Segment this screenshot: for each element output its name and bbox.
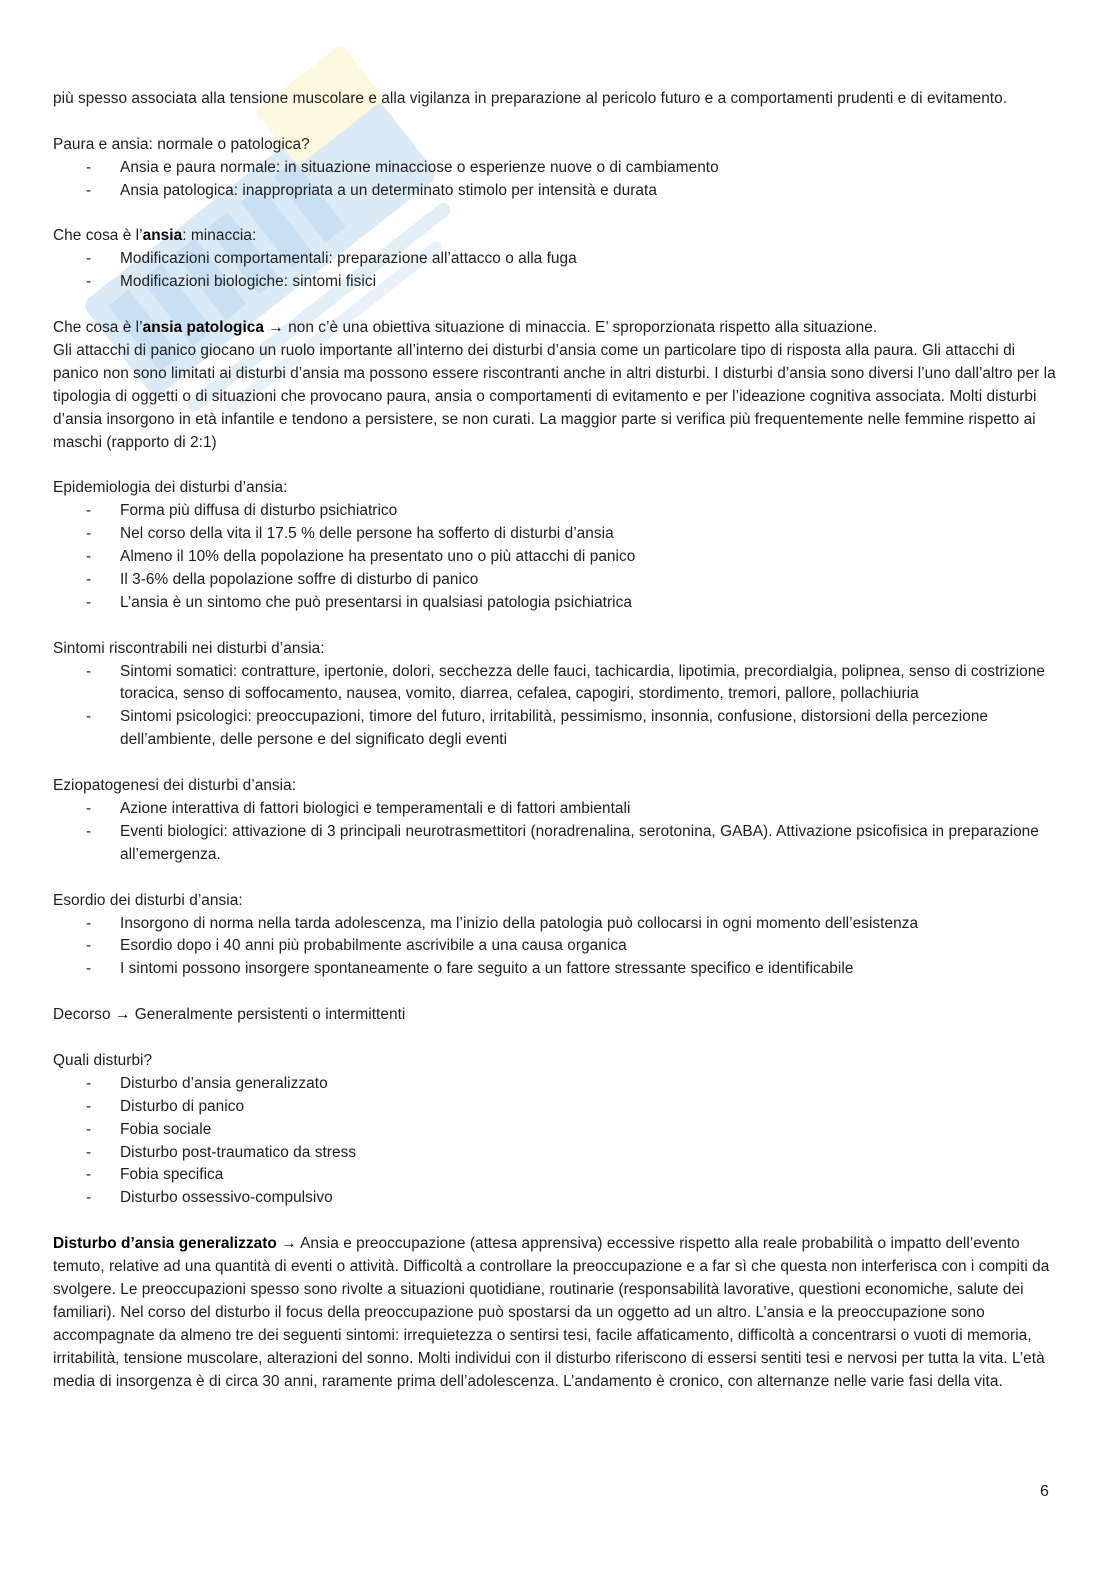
onset-heading: Esordio dei disturbi d’ansia: xyxy=(53,891,243,909)
pathological-anxiety-keyword: ansia patologica xyxy=(142,319,265,337)
list-item: - Disturbo di panico xyxy=(120,1096,1056,1119)
anxiety-definition-list xyxy=(53,248,1056,294)
heading-suffix: : minaccia: xyxy=(182,227,257,245)
list-item: - Nel corso della vita il 17.5 % delle persone ha sofferto di disturbi d’ansia xyxy=(120,523,1056,546)
anxiety-keyword: ansia xyxy=(142,227,183,245)
heading-prefix: Che cosa è l’ xyxy=(53,227,143,245)
symptoms-list xyxy=(53,661,1056,753)
list-item: - Azione interattiva di fattori biologici e temperamentali e di fattori ambientali xyxy=(120,798,1056,821)
right-arrow-icon: → xyxy=(281,1235,297,1253)
list-item: - Disturbo d’ansia generalizzato xyxy=(120,1073,1056,1096)
list-item: - Il 3-6% della popolazione soffre di disturbo di panico xyxy=(120,569,1056,592)
page-number: 6 xyxy=(1040,1483,1049,1500)
disorders-heading: Quali disturbi? xyxy=(53,1051,153,1069)
anxiety-definition-heading xyxy=(53,225,1056,248)
right-arrow-icon: → xyxy=(268,319,284,337)
epidemiology-heading: Epidemiologia dei disturbi d’ansia: xyxy=(53,479,288,497)
document-body xyxy=(53,88,1056,1394)
course-line xyxy=(53,1004,1056,1027)
list-item: - Disturbo ossessivo-compulsivo xyxy=(120,1187,1056,1210)
list-item: - L’ansia è un sintomo che può presentarsi in qualsiasi patologia psichiatrica xyxy=(120,592,1056,615)
list-item: - Disturbo post-traumatico da stress xyxy=(120,1142,1056,1165)
etiopathogenesis-list xyxy=(53,798,1056,867)
list-item: - I sintomi possono insorgere spontaneamente o fare seguito a un fattore stressante specifico e identificabile xyxy=(120,958,1056,981)
list-item: - Almeno il 10% della popolazione ha presentato uno o più attacchi di panico xyxy=(120,546,1056,569)
symptoms-heading: Sintomi riscontrabili nei disturbi d’ansia: xyxy=(53,639,325,657)
course-label: Decorso xyxy=(53,1006,115,1024)
list-item: - Forma più diffusa di disturbo psichiatrico xyxy=(120,500,1056,523)
disorders-list xyxy=(53,1073,1056,1210)
normal-vs-pathological-heading: Paura e ansia: normale o patologica? xyxy=(53,135,310,153)
list-item: - Ansia e paura normale: in situazione minacciose o esperienze nuove o di cambiamento xyxy=(120,157,1056,180)
list-item: - Sintomi somatici: contratture, ipertonie, dolori, secchezza delle fauci, tachicardia, lipotimia, precordialgia, polipnea, senso di costrizione toracica, senso di soffocamento, nausea, vomito, diarrea, cefalea, capogiri, stordimento, tremori, pallore, pollachiuria xyxy=(120,661,1056,707)
list-item: - Eventi biologici: attivazione di 3 principali neurotrasmettitori (noradrenalina, serotonina, GABA). Attivazione psicofisica in preparazione all’emergenza. xyxy=(120,821,1056,867)
panic-attacks-paragraph: Gli attacchi di panico giocano un ruolo importante all’interno dei disturbi d’ansia come un particolare tipo di risposta alla paura. Gli attacchi di panico non sono limitati ai disturbi d’ansia ma possono essere riscontranti anche in altri disturbi. I disturbi d’ansia sono diversi l’uno dall’altro per la tipologia di oggetti o di situazioni che provocano paura, ansia o comportamenti di evitamento e per l’ideazione cognitiva associata. Molti disturbi d’ansia insorgono in età infantile e tendono a persistere, se non curati. La maggior parte si verifica più frequentemente nelle femmine rispetto ai maschi (rapporto di 2:1) xyxy=(53,341,1056,451)
normal-vs-pathological-list xyxy=(53,157,1056,203)
list-item: - Modificazioni biologiche: sintomi fisici xyxy=(120,271,1056,294)
generalized-anxiety-paragraph xyxy=(53,1233,1056,1393)
intro-paragraph: più spesso associata alla tensione muscolare e alla vigilanza in preparazione al pericolo futuro e a comportamenti prudenti e di evitamento. xyxy=(53,90,1008,107)
list-item: - Ansia patologica: inappropriata a un determinato stimolo per intensità e durata xyxy=(120,180,1056,203)
list-item: - Modificazioni comportamentali: preparazione all’attacco o alla fuga xyxy=(120,248,1056,271)
course-text: Generalmente persistenti o intermittenti xyxy=(130,1006,406,1024)
etiopathogenesis-heading: Eziopatogenesi dei disturbi d’ansia: xyxy=(53,777,297,795)
generalized-anxiety-keyword: Disturbo d’ansia generalizzato xyxy=(53,1235,277,1253)
epidemiology-list xyxy=(53,500,1056,615)
list-item: - Fobia specifica xyxy=(120,1164,1056,1187)
list-item: - Sintomi psicologici: preoccupazioni, timore del futuro, irritabilità, pessimismo, insonnia, confusione, distorsioni della percezione dell’ambiente, delle persone e del significato degli eventi xyxy=(120,706,1056,752)
list-item: - Insorgono di norma nella tarda adolescenza, ma l’inizio della patologia può collocarsi in ogni momento dell’esistenza xyxy=(120,913,1056,936)
generalized-anxiety-text: Ansia e preoccupazione (attesa apprensiva) eccessive rispetto alla reale probabilità o impatto dell’evento temuto, relative ad una quantità di eventi o attività. Difficoltà a controllare la preoccupazione e a far sì che questa non interferisca con i compiti da svolgere. Le preoccupazioni spesso sono rivolte a situazioni quotidiane, routinarie (responsabilità lavorative, questioni economiche, salute dei familiari). Nel corso del disturbo il focus della preoccupazione può spostarsi da un oggetto ad un altro. L’ansia e la preoccupazione sono accompagnate da almeno tre dei seguenti sintomi: irrequietezza o sentirsi tesi, facile affaticamento, difficoltà a concentrarsi o vuoti di memoria, irritabilità, tensione muscolare, alterazioni del sonno. Molti individui con il disturbo riferiscono di essersi sentiti tesi e nervosi per tutta la vita. L’età media di insorgenza è di circa 30 anni, raramente prima dell’adolescenza. L’andamento è cronico, con alternanze nelle varie fasi della vita. xyxy=(53,1235,1050,1390)
heading-prefix: Che cosa è l’ xyxy=(53,319,143,337)
list-item: - Esordio dopo i 40 anni più probabilmente ascrivibile a una causa organica xyxy=(120,935,1056,958)
right-arrow-icon: → xyxy=(115,1006,131,1024)
list-item: - Fobia sociale xyxy=(120,1119,1056,1142)
heading-suffix: non c’è una obiettiva situazione di minaccia. E’ sproporzionata rispetto alla situazione. xyxy=(283,319,878,337)
pathological-anxiety-heading xyxy=(53,317,1056,340)
onset-list xyxy=(53,913,1056,982)
